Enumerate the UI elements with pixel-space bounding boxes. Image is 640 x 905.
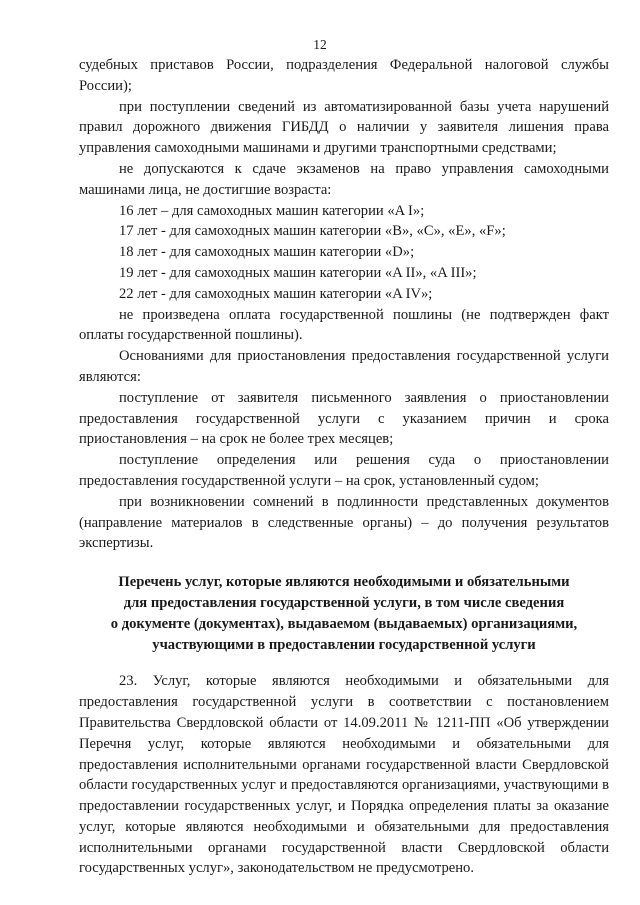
- paragraph-suspension-grounds: Основаниями для приостановления предоставления государственной услуги являются:: [79, 348, 609, 385]
- age-list-item: 22 лет - для самоходных машин категории «A IV»;: [119, 285, 433, 302]
- age-list-item: 19 лет - для самоходных машин категории «A II», «A III»;: [119, 264, 477, 281]
- section-heading-line: для предоставления государственной услуги, в том числе сведения: [123, 594, 565, 611]
- paragraph-applicant-request: поступление от заявителя письменного заявления о приостановлении предоставления государственной услуги с указанием причин и срока приостановления – на срок не более трех месяцев;: [79, 389, 609, 448]
- paragraph-age-requirement: не допускаются к сдаче экзаменов на право управления самоходными машинами лица, не достигшие возраста:: [79, 160, 609, 198]
- paragraph-fee-not-paid: не произведена оплата государственной пошлины (не подтвержден факт оплаты государственной пошлины).: [79, 306, 609, 344]
- paragraph-continuation: судебных приставов России, подразделения Федеральной налоговой службы России);: [79, 57, 609, 94]
- paragraph-court-decision: поступление определения или решения суда о приостановлении предоставления государственной услуги – на срок, установленный судом;: [79, 452, 609, 489]
- section-heading-line: участвующими в предоставлении государственной услуги: [152, 636, 536, 653]
- document-body: [79, 55, 609, 879]
- age-list-item: 17 лет - для самоходных машин категории «B», «C», «E», «F»;: [119, 223, 506, 240]
- section-heading-line: Перечень услуг, которые являются необходимыми и обязательными: [118, 574, 570, 591]
- paragraph-gibdd: при поступлении сведений из автоматизированной базы учета нарушений правил дорожного движения ГИБДД о наличии у заявителя лишения права управления самоходными машинами и другими транспортными средствами;: [79, 98, 609, 157]
- age-list-item: 18 лет - для самоходных машин категории «D»;: [119, 244, 415, 261]
- section-heading-line: о документе (документах), выдаваемом (выдаваемых) организациями,: [110, 615, 578, 632]
- age-list-item: 16 лет – для самоходных машин категории «A I»;: [119, 202, 425, 219]
- page-number: 12: [313, 37, 327, 52]
- paragraph-document-doubts: при возникновении сомнений в подлинности представленных документов (направление материалов в следственные органы) – до получения результатов экспертизы.: [79, 493, 609, 552]
- paragraph-23: 23. Услуг, которые являются необходимыми и обязательными для предоставления государственной услуги в соответствии с постановлением Правительства Свердловской области от 14.09.2011 № 1211-ПП «Об утверждении Перечня услуг, которые являются необходимыми и обязательными для предоставления исполнительными органами государственной власти Свердловской области государственных услуг и предоставляются организациями, участвующими в предоставлении государственных услуг, и Порядка определения платы за оказание услуг, которые являются необходимыми и обязательными для предоставления исполнительными органами государственной власти Свердловской области государственных услуг», законодательством не предусмотрено.: [79, 673, 609, 877]
- section-heading: [79, 572, 609, 655]
